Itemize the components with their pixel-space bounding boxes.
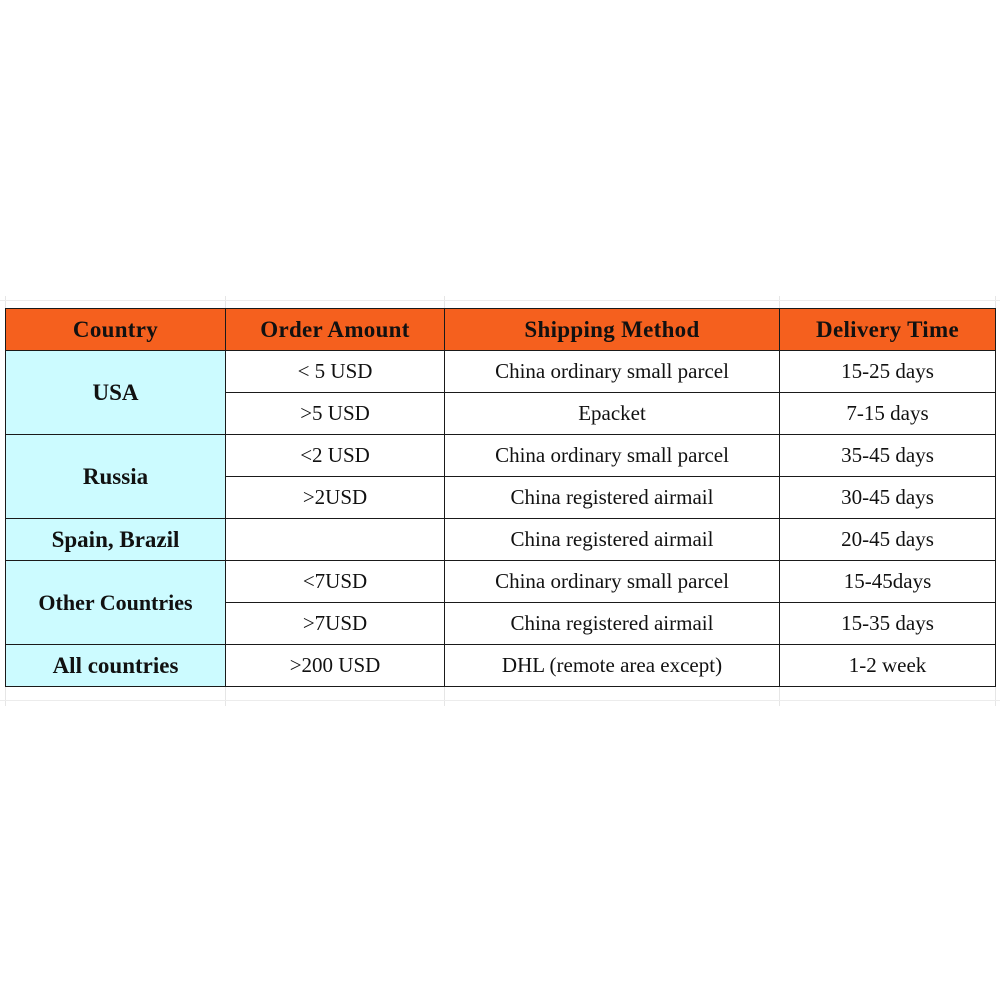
grid-line <box>0 300 1000 301</box>
shipping-method-cell: China ordinary small parcel <box>445 435 780 477</box>
header-row <box>6 309 996 351</box>
delivery-time-cell: 7-15 days <box>780 393 996 435</box>
header-shipping-method: Shipping Method <box>445 309 780 351</box>
table-row <box>6 561 996 603</box>
shipping-method-cell: China ordinary small parcel <box>445 351 780 393</box>
grid-line <box>0 700 1000 701</box>
table-row <box>6 519 996 561</box>
header-country: Country <box>6 309 226 351</box>
country-cell-usa: USA <box>6 351 226 435</box>
delivery-time-cell: 15-45days <box>780 561 996 603</box>
delivery-time-cell: 35-45 days <box>780 435 996 477</box>
delivery-time-cell: 1-2 week <box>780 645 996 687</box>
order-amount-cell: <7USD <box>226 561 445 603</box>
shipping-method-cell: China registered airmail <box>445 603 780 645</box>
country-cell-russia: Russia <box>6 435 226 519</box>
country-cell-other-countries: Other Countries <box>6 561 226 645</box>
shipping-table <box>5 308 996 687</box>
delivery-time-cell: 15-25 days <box>780 351 996 393</box>
order-amount-cell: <2 USD <box>226 435 445 477</box>
order-amount-cell: >200 USD <box>226 645 445 687</box>
order-amount-cell: < 5 USD <box>226 351 445 393</box>
delivery-time-cell: 20-45 days <box>780 519 996 561</box>
order-amount-cell: >5 USD <box>226 393 445 435</box>
order-amount-cell: >2USD <box>226 477 445 519</box>
table-row <box>6 435 996 477</box>
shipping-method-cell: China ordinary small parcel <box>445 561 780 603</box>
shipping-method-cell: Epacket <box>445 393 780 435</box>
order-amount-cell <box>226 519 445 561</box>
table-row <box>6 645 996 687</box>
header-delivery-time: Delivery Time <box>780 309 996 351</box>
delivery-time-cell: 30-45 days <box>780 477 996 519</box>
delivery-time-cell: 15-35 days <box>780 603 996 645</box>
table-row <box>6 351 996 393</box>
order-amount-cell: >7USD <box>226 603 445 645</box>
header-order-amount: Order Amount <box>226 309 445 351</box>
shipping-method-cell: DHL (remote area except) <box>445 645 780 687</box>
country-cell-spain-brazil: Spain, Brazil <box>6 519 226 561</box>
shipping-method-cell: China registered airmail <box>445 519 780 561</box>
shipping-method-cell: China registered airmail <box>445 477 780 519</box>
country-cell-all-countries: All countries <box>6 645 226 687</box>
